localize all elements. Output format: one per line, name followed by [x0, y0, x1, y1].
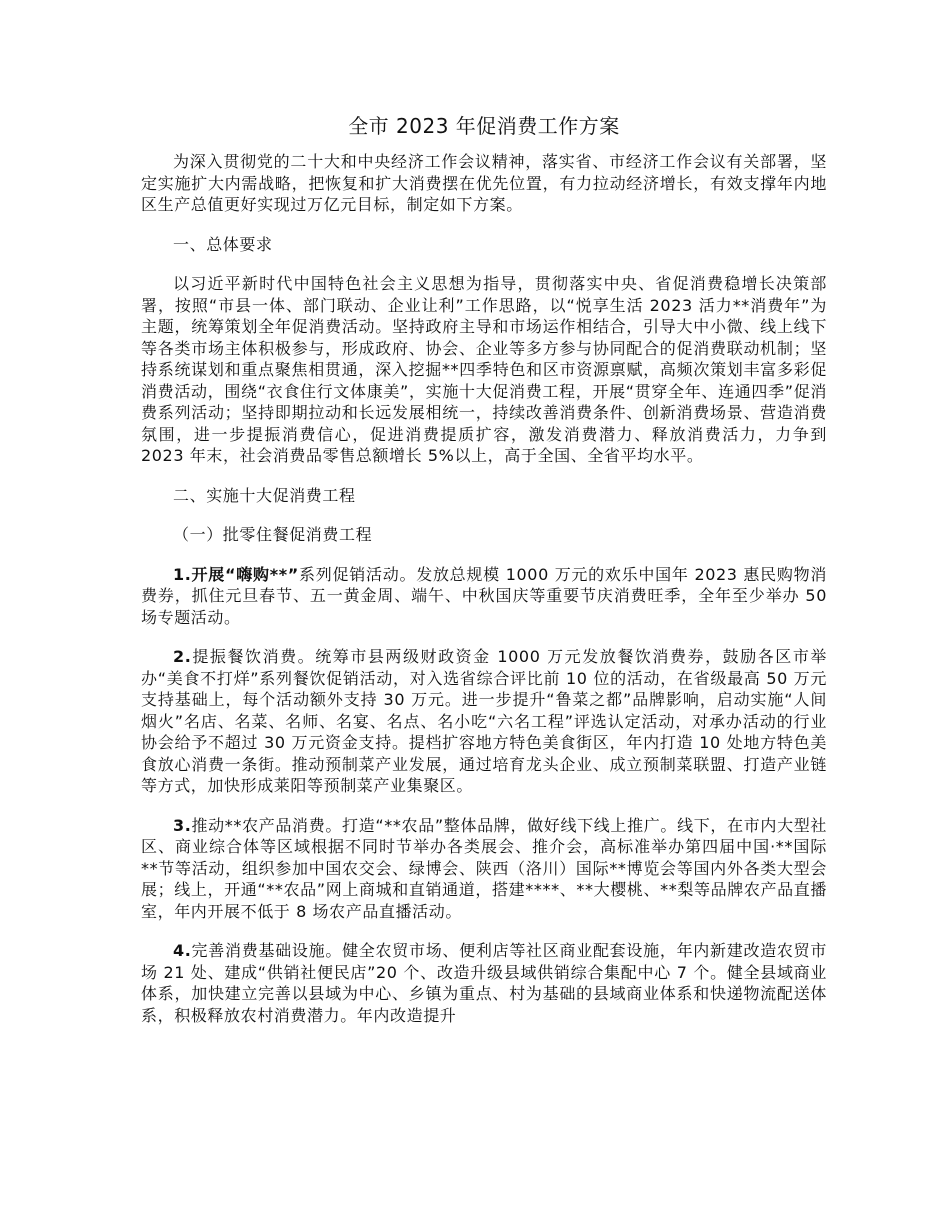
section-1-body: 以习近平新时代中国特色社会主义思想为指导，贯彻落实中央、省促消费稳增长决策部署，按照“市县一体、部门联动、企业让利”工作思路，以“悦享生活 2023 活力**消费年”为主题，统筹策划全年促消费活动。坚持政府主导和市场运作相结合，引导大中小微、线上线下等各类市场主体积极参与，形成政府、协会、企业等多方参与协同配合的促消费联动机制；坚持系统谋划和重点聚焦相贯通，深入挖掘**四季特色和区市资源禀赋，高频次策划丰富多彩促消费活动，围绕“衣食住行文体康美”，实施十大促消费工程，开展“贯穿全年、连通四季”促消费系列活动；坚持即期拉动和长远发展相统一，持续改善消费条件、创新消费场景、营造消费氛围，进一步提振消费信心，促进消费提质扩容，激发消费潜力、释放消费活力，力争到 2023 年末，社会消费品零售总额增长 5%以上，高于全国、全省平均水平。: [141, 274, 827, 465]
section-2-heading: 二、实施十大促消费工程: [173, 485, 356, 505]
item-4-body: 完善消费基础设施。健全农贸市场、便利店等社区商业配套设施，年内新建改造农贸市场 21 处、建成“供销社便民店”20 个、改造升级县域供销综合集配中心 7 个。健全县域商业体系，加快建立完善以县域为中心、乡镇为重点、村为基础的县域商业体系和快递物流配送体系，积极释放农村消费潜力。年内改造提升: [141, 941, 827, 1025]
subsection-1-heading: （一）批零住餐促消费工程: [173, 525, 373, 544]
item-2-lead: 2.: [173, 647, 192, 666]
item-4-lead: 4.: [173, 941, 192, 960]
item-3-body: 推动**农产品消费。打造“**农品”整体品牌，做好线下线上推广。线下，在市内大型社区、商业综合体等区域根据不同时节举办各类展会、推介会，高标准举办第四届中国·**国际**节等活动，组织参加中国农交会、绿博会、陕西（洛川）国际**博览会等国内外各类大型会展；线上，开通“**农品”网上商城和直销通道，搭建****、**大樱桃、**梨等品牌农产品直播室，年内开展不低于 8 场农产品直播活动。: [141, 815, 827, 921]
item-3-lead: 3.: [173, 815, 192, 835]
section-1-heading: 一、总体要求: [173, 234, 273, 254]
item-1-lead: 1.开展“嗨购**”: [173, 564, 299, 584]
item-1-body: 系列促销活动。发放总规模 1000 万元的欢乐中国年 2023 惠民购物消费券，抓住元旦春节、五一黄金周、端午、中秋国庆等重要节庆消费旺季，全年至少举办 50 场专题活动。: [141, 564, 827, 627]
item-3-paragraph: [141, 815, 827, 923]
document-page: [141, 108, 827, 1026]
item-2-body: 提振餐饮消费。统筹市县两级财政资金 1000 万元发放餐饮消费券，鼓励各区市举办“美食不打烊”系列餐饮促销活动，对入选省综合评比前 10 位的活动，在省级最高 50 万元支持基础上，每个活动额外支持 30 万元。进一步提升“鲁菜之都”品牌影响，启动实施“人间烟火”名店、名菜、名师、名宴、名点、名小吃“六名工程”评选认定活动，对承办活动的行业协会给予不超过 30 万元资金支持。提档扩容地方特色美食街区，年内打造 10 处地方特色美食放心消费一条街。推动预制菜产业发展，通过培育龙头企业、成立预制菜联盟、打造产业链等方式，加快形成莱阳等预制菜产业集聚区。: [141, 647, 827, 795]
intro-paragraph: 为深入贯彻党的二十大和中央经济工作会议精神，落实省、市经济工作会议有关部署，坚定实施扩大内需战略，把恢复和扩大消费摆在优先位置，有力拉动经济增长，有效支撑年内地区生产总值更好实现过万亿元目标，制定如下方案。: [141, 152, 827, 214]
item-1-paragraph: [141, 564, 827, 629]
document-title: 全市 2023 年促消费工作方案: [348, 114, 620, 138]
item-4-paragraph: [141, 940, 827, 1026]
item-2-paragraph: [141, 646, 827, 797]
